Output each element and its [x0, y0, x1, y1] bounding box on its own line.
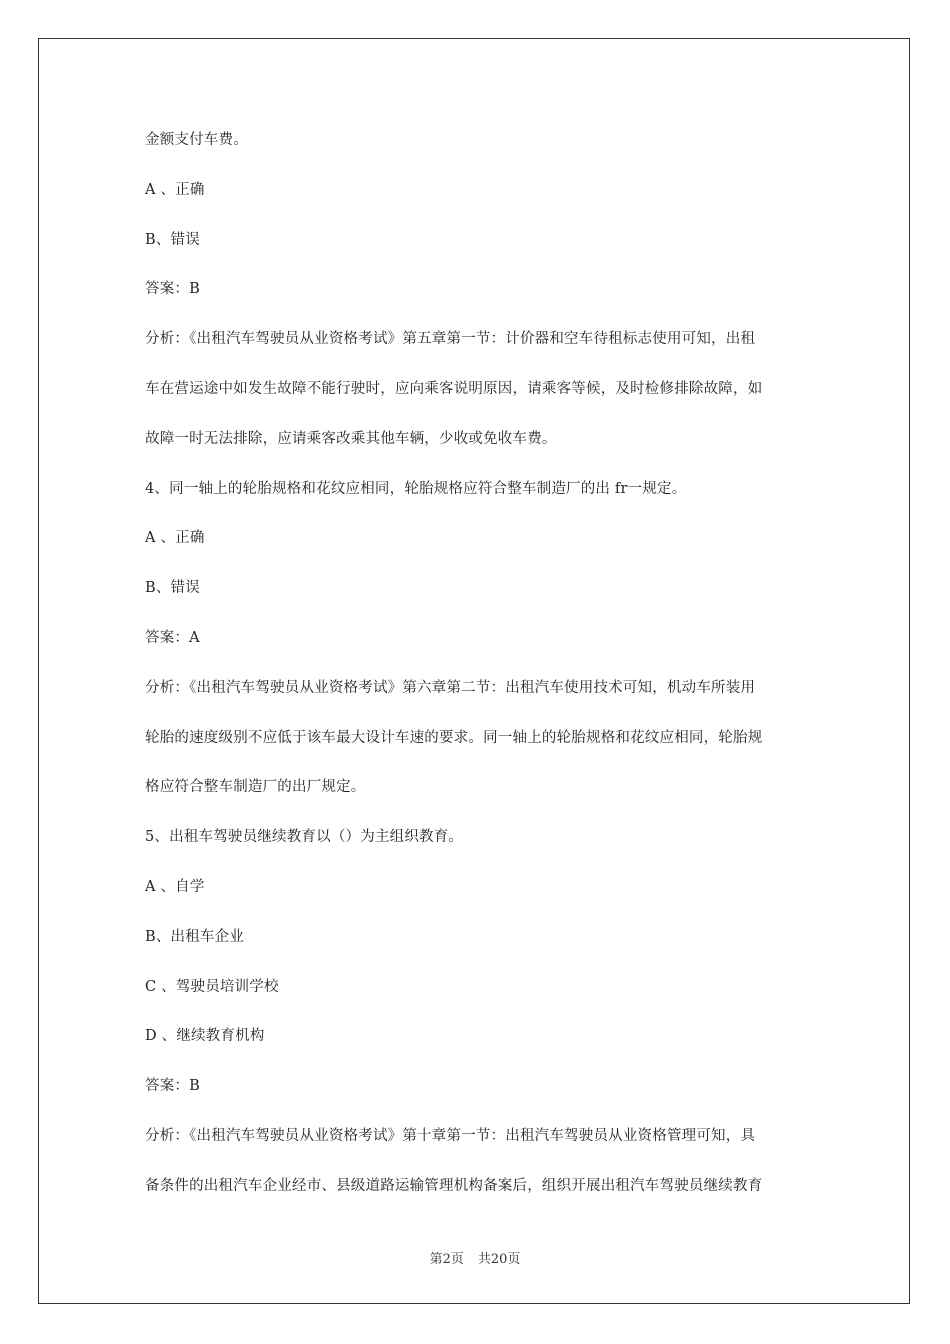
analysis-line: 车在营运途中如发生故障不能行驶时，应向乘客说明原因，请乘客等候，及时检修排除故障，如 [145, 380, 763, 397]
question-5: 5、出租车驾驶员继续教育以（）为主组织教育。 [145, 829, 464, 846]
analysis-line: 分析：《出租汽车驾驶员从业资格考试》第六章第二节：出租汽车使用技术可知，机动车所装用 [145, 679, 756, 696]
option-a: A 、正确 [145, 530, 205, 547]
document-body [145, 116, 810, 1212]
option-a: A 、自学 [145, 878, 205, 895]
option-b: B、错误 [145, 231, 200, 248]
analysis-line: 轮胎的速度级别不应低于该车最大设计车速的要求。同一轴上的轮胎规格和花纹应相同，轮胎规 [145, 729, 763, 746]
analysis-line: 备条件的出租汽车企业经市、县级道路运输管理机构备案后，组织开展出租汽车驾驶员继续教育 [145, 1177, 763, 1194]
option-d: D 、继续教育机构 [145, 1028, 265, 1045]
analysis-line: 故障一时无法排除，应请乘客改乘其他车辆，少收或免收车费。 [145, 430, 557, 447]
answer: 答案：B [145, 281, 200, 298]
option-b: B、出租车企业 [145, 928, 245, 945]
answer: 答案：A [145, 629, 200, 646]
analysis-line: 格应符合整车制造厂的出厂规定。 [145, 779, 366, 796]
analysis-line: 分析：《出租汽车驾驶员从业资格考试》第五章第一节：计价器和空车待租标志使用可知，出租 [145, 331, 756, 348]
option-c: C 、驾驶员培训学校 [145, 978, 279, 995]
analysis-line: 分析：《出租汽车驾驶员从业资格考试》第十章第一节：出租汽车驾驶员从业资格管理可知，具 [145, 1127, 756, 1144]
page-number: 第2页 [429, 1252, 464, 1267]
page-footer [0, 1248, 950, 1267]
question-4: 4、同一轴上的轮胎规格和花纹应相同，轮胎规格应符合整车制造厂的出 fr一规定。 [145, 480, 687, 497]
page-total: 共20页 [477, 1252, 521, 1267]
answer: 答案：B [145, 1078, 200, 1095]
text-line: 金额支付车费。 [145, 132, 248, 148]
option-a: A 、正确 [145, 181, 205, 198]
option-b: B、错误 [145, 580, 200, 597]
